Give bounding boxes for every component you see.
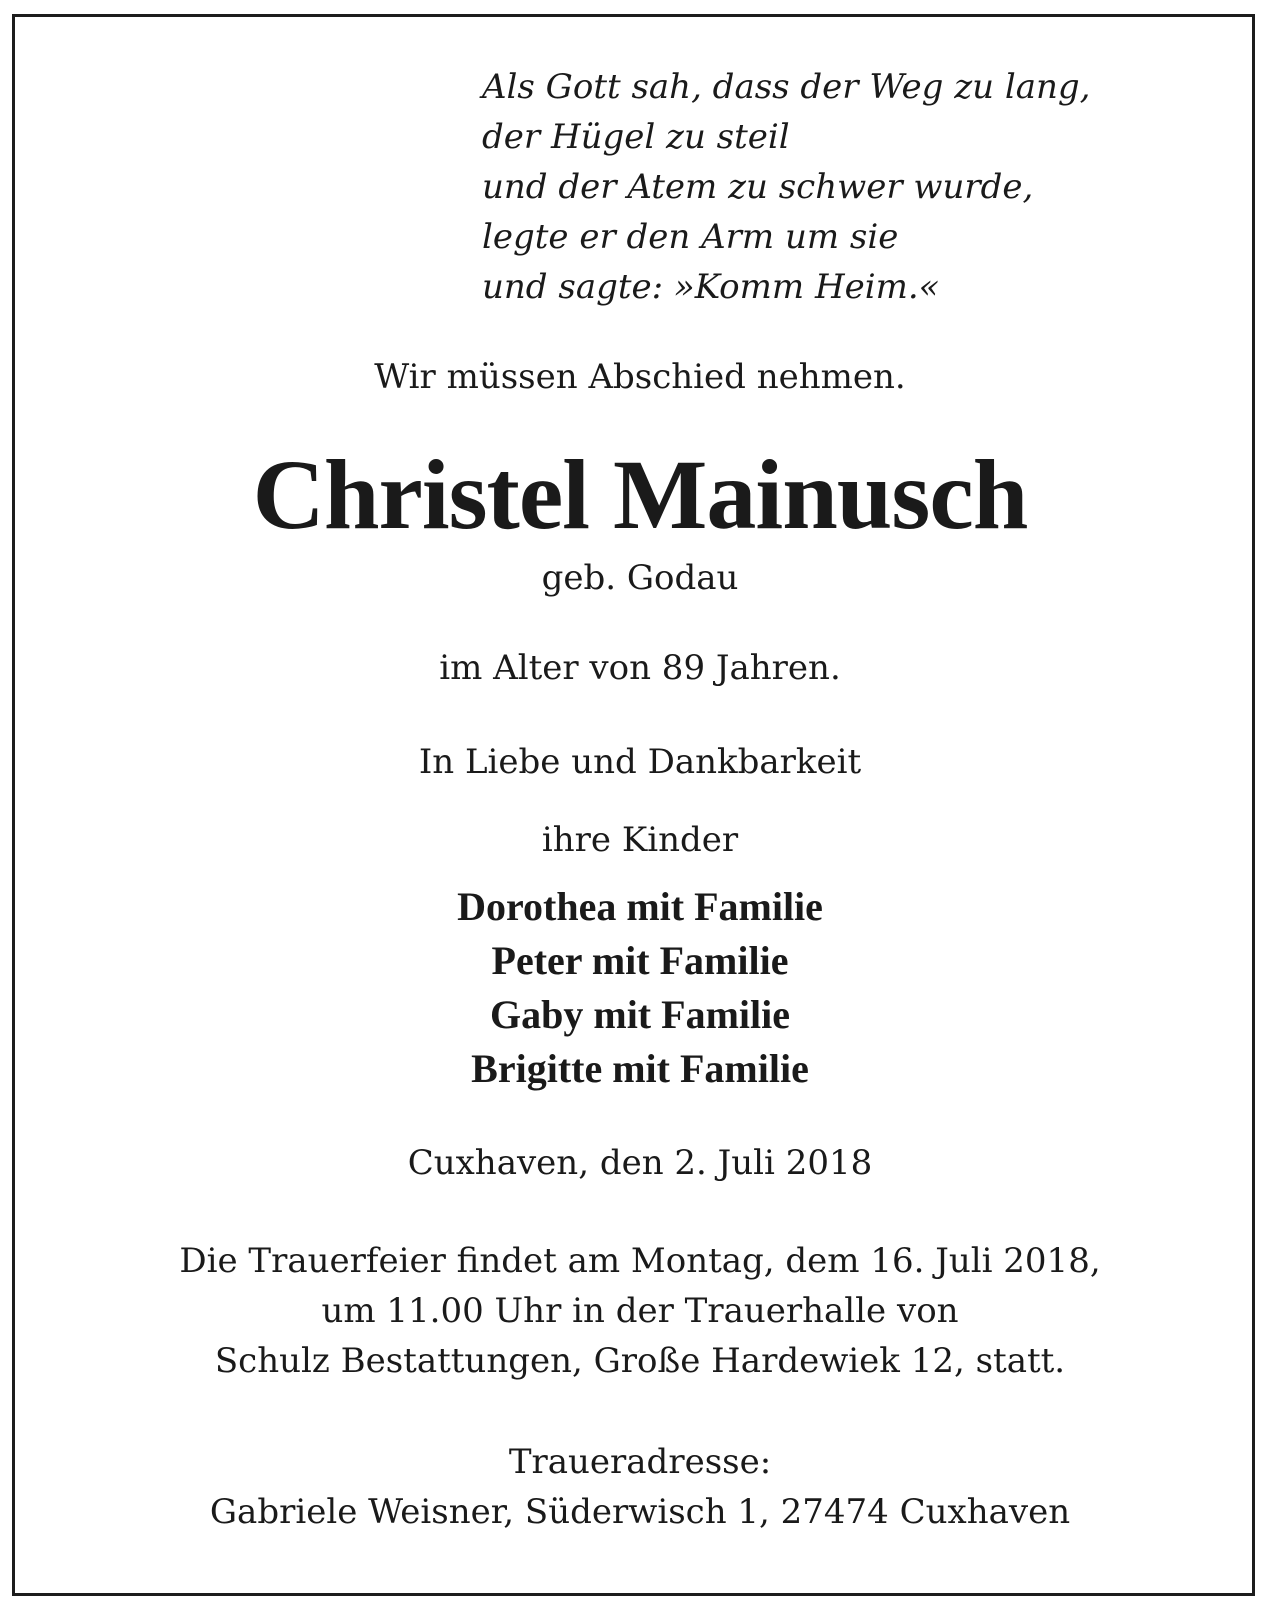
mourning-address-label: Traueradresse: [508,1442,772,1482]
family-member: Gaby mit Familie [490,992,790,1037]
poem-line: und der Atem zu schwer wurde, [482,167,1034,207]
family-member: Dorothea mit Familie [457,884,823,929]
poem [482,62,1242,312]
deceased-name: Christel Mainusch [252,439,1028,550]
birth-name: geb. Godau [541,558,739,598]
poem-line: legte er den Arm um sie [482,217,899,257]
ceremony-line: Schulz Bestattungen, Große Hardewiek 12, statt. [214,1341,1066,1381]
family-member: Brigitte mit Familie [471,1046,809,1091]
farewell-text: Wir müssen Abschied nehmen. [374,357,906,397]
children-label: ihre Kinder [541,820,739,860]
ceremony-info [0,1236,1280,1386]
poem-line: der Hügel zu steil [482,117,790,157]
ceremony-line: um 11.00 Uhr in der Trauerhalle von [321,1291,959,1331]
mourning-address: Gabriele Weisner, Süderwisch 1, 27474 Cuxhaven [209,1492,1071,1532]
poem-line: Als Gott sah, dass der Weg zu lang, [482,67,1091,107]
poem-line: und sagte: »Komm Heim.« [482,267,940,307]
family-member: Peter mit Familie [491,938,789,983]
dedication-text: In Liebe und Dankbarkeit [418,742,862,782]
family-list [0,880,1280,1096]
place-date: Cuxhaven, den 2. Juli 2018 [407,1143,873,1183]
age-text: im Alter von 89 Jahren. [439,648,841,688]
ceremony-line: Die Trauerfeier findet am Montag, dem 16. Juli 2018, [179,1241,1101,1281]
